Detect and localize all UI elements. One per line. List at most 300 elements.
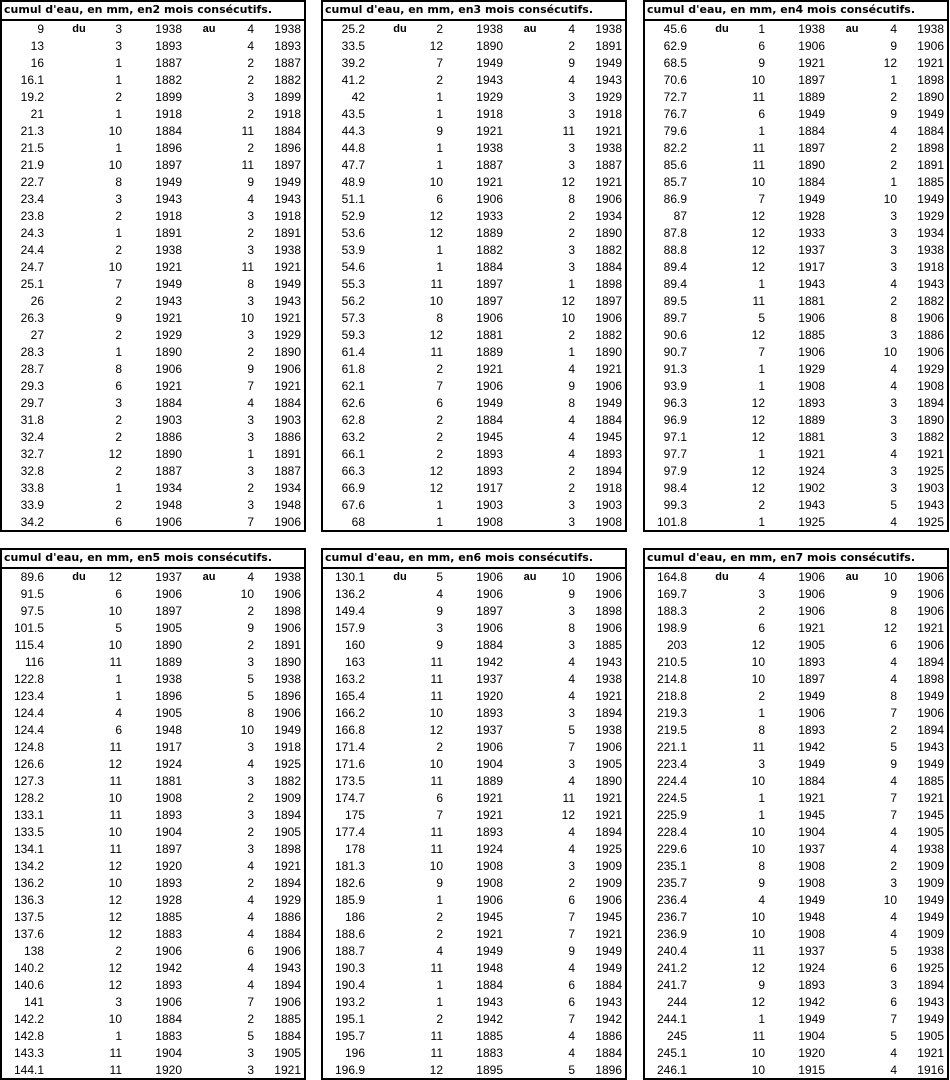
end-year: 1906 — [595, 621, 622, 635]
table-row — [323, 960, 625, 977]
start-month: 12 — [108, 893, 122, 907]
end-year: 1925 — [274, 757, 301, 771]
end-month: 2 — [247, 638, 254, 652]
start-month: 1 — [115, 73, 122, 87]
start-month: 7 — [758, 192, 765, 206]
start-year: 1908 — [798, 927, 825, 941]
start-month: 3 — [115, 39, 122, 53]
end-month: 3 — [568, 498, 575, 512]
end-year: 1921 — [917, 621, 944, 635]
start-month: 11 — [752, 158, 765, 172]
table-row — [2, 756, 304, 773]
start-month: 12 — [751, 430, 765, 444]
end-year: 1887 — [274, 56, 301, 70]
table-title: cumul d'eau, en mm, en3 mois consécutifs. — [323, 2, 625, 21]
cumul-value: 137.5 — [13, 910, 44, 924]
end-year: 1908 — [595, 515, 622, 529]
table-row — [2, 157, 304, 174]
cumul-value: 13 — [30, 39, 44, 53]
start-year: 1893 — [155, 978, 182, 992]
table-row — [323, 909, 625, 926]
end-year: 1894 — [917, 723, 944, 737]
start-month: 2 — [436, 1012, 443, 1026]
end-year: 1943 — [274, 294, 301, 308]
end-year: 1921 — [917, 1046, 944, 1060]
table-row — [323, 429, 625, 446]
start-year: 1949 — [798, 1012, 825, 1026]
end-month: 5 — [568, 723, 575, 737]
end-month: 4 — [890, 124, 897, 138]
cumul-value: 224.5 — [656, 791, 687, 805]
cumul-value: 195.1 — [334, 1012, 365, 1026]
table-rows — [645, 569, 947, 1079]
du-label: du — [715, 23, 729, 35]
start-year: 1884 — [798, 774, 825, 788]
end-month: 3 — [568, 158, 575, 172]
cumul-value: 32.8 — [20, 464, 44, 478]
end-year: 1882 — [917, 294, 944, 308]
start-month: 10 — [751, 672, 765, 686]
start-month: 10 — [429, 859, 443, 873]
cumul-value: 122.8 — [13, 672, 44, 686]
end-month: 3 — [568, 107, 575, 121]
table-row — [2, 1028, 304, 1045]
table-rows — [2, 21, 304, 531]
end-month: 11 — [241, 260, 254, 274]
end-month: 9 — [568, 56, 575, 70]
start-month: 1 — [115, 481, 122, 495]
table-row — [645, 892, 947, 909]
end-year: 1921 — [274, 1063, 301, 1077]
table-row — [2, 722, 304, 739]
end-year: 1938 — [917, 243, 944, 257]
cumul-value: 68 — [351, 515, 365, 529]
end-year: 1938 — [917, 944, 944, 958]
cumul-value: 61.4 — [341, 345, 365, 359]
cumul-value: 25.2 — [341, 22, 365, 36]
start-year: 1928 — [798, 209, 825, 223]
end-month: 12 — [561, 175, 575, 189]
end-month: 3 — [247, 655, 254, 669]
start-year: 1942 — [798, 995, 825, 1009]
cumul-value: 186 — [344, 910, 365, 924]
end-month: 1 — [247, 447, 254, 461]
end-month: 12 — [561, 808, 575, 822]
table-row — [2, 276, 304, 293]
start-month: 1 — [436, 243, 443, 257]
start-year: 1933 — [798, 226, 825, 240]
start-month: 1 — [758, 1012, 765, 1026]
end-year: 1891 — [917, 158, 944, 172]
end-year: 1891 — [274, 447, 301, 461]
end-year: 1890 — [595, 345, 622, 359]
start-year: 1934 — [155, 481, 182, 495]
table-row — [323, 858, 625, 875]
table-row — [323, 824, 625, 841]
table-4-months — [643, 0, 949, 532]
cumul-value: 21.9 — [20, 158, 44, 172]
end-month: 3 — [568, 638, 575, 652]
end-month: 1 — [568, 345, 575, 359]
end-month: 4 — [890, 672, 897, 686]
au-label: au — [845, 23, 859, 35]
cumul-value: 130.1 — [334, 570, 365, 584]
end-month: 12 — [561, 294, 575, 308]
table-row — [645, 977, 947, 994]
du-label: du — [393, 23, 407, 35]
end-year: 1949 — [917, 910, 944, 924]
end-year: 1943 — [917, 740, 944, 754]
cumul-value: 51.1 — [341, 192, 365, 206]
start-month: 1 — [758, 808, 765, 822]
end-month: 4 — [247, 910, 254, 924]
cumul-value: 89.7 — [663, 311, 687, 325]
start-month: 6 — [115, 515, 122, 529]
cumul-value: 223.4 — [656, 757, 687, 771]
start-month: 7 — [436, 56, 443, 70]
end-month: 7 — [890, 808, 897, 822]
end-year: 1938 — [595, 22, 622, 36]
start-year: 1949 — [476, 944, 503, 958]
cumul-value: 87.8 — [663, 226, 687, 240]
cumul-value: 31.8 — [20, 413, 44, 427]
cumul-value: 157.9 — [334, 621, 365, 635]
end-month: 3 — [568, 859, 575, 873]
table-row — [323, 327, 625, 344]
end-month: 4 — [247, 22, 254, 36]
table-row — [645, 242, 947, 259]
start-month: 10 — [108, 876, 122, 890]
start-month: 10 — [429, 294, 443, 308]
end-month: 7 — [568, 910, 575, 924]
end-month: 2 — [568, 464, 575, 478]
table-row — [323, 739, 625, 756]
start-month: 1 — [115, 141, 122, 155]
table-row — [645, 586, 947, 603]
start-month: 3 — [115, 396, 122, 410]
cumul-value: 45.6 — [663, 22, 687, 36]
start-month: 12 — [751, 638, 765, 652]
start-month: 1 — [436, 158, 443, 172]
cumul-value: 93.9 — [663, 379, 687, 393]
table-title: cumul d'eau, en mm, en2 mois consécutifs. — [2, 2, 304, 21]
start-year: 1883 — [155, 927, 182, 941]
cumul-value: 76.7 — [663, 107, 687, 121]
cumul-value: 99.3 — [663, 498, 687, 512]
end-year: 1894 — [917, 655, 944, 669]
start-year: 1906 — [798, 587, 825, 601]
start-month: 6 — [115, 379, 122, 393]
end-year: 1945 — [917, 808, 944, 822]
end-year: 1918 — [917, 260, 944, 274]
end-month: 3 — [247, 430, 254, 444]
start-month: 11 — [752, 1029, 765, 1043]
table-row — [645, 412, 947, 429]
cumul-value: 218.8 — [656, 689, 687, 703]
table-row — [645, 875, 947, 892]
start-month: 12 — [108, 570, 122, 584]
end-month: 9 — [568, 944, 575, 958]
cumul-value: 79.6 — [663, 124, 687, 138]
end-month: 4 — [568, 1046, 575, 1060]
du-label: du — [72, 23, 86, 35]
end-month: 3 — [890, 328, 897, 342]
cumul-value: 24.3 — [20, 226, 44, 240]
cumul-value: 22.7 — [20, 175, 44, 189]
start-year: 1896 — [155, 689, 182, 703]
end-year: 1898 — [595, 604, 622, 618]
start-month: 2 — [115, 243, 122, 257]
start-month: 1 — [436, 141, 443, 155]
table-row — [645, 276, 947, 293]
au-label: au — [523, 571, 537, 583]
cumul-value: 144.1 — [13, 1063, 44, 1077]
start-month: 12 — [751, 396, 765, 410]
start-month: 12 — [751, 464, 765, 478]
table-row — [2, 994, 304, 1011]
end-month: 11 — [562, 791, 575, 805]
start-year: 1949 — [155, 175, 182, 189]
end-year: 1885 — [917, 175, 944, 189]
table-row — [645, 688, 947, 705]
cumul-value: 225.9 — [656, 808, 687, 822]
start-year: 1906 — [476, 311, 503, 325]
start-month: 2 — [115, 430, 122, 444]
cumul-value: 198.9 — [656, 621, 687, 635]
start-year: 1906 — [155, 995, 182, 1009]
end-year: 1905 — [274, 1046, 301, 1060]
table-row — [323, 89, 625, 106]
start-year: 1889 — [798, 90, 825, 104]
start-month: 2 — [115, 944, 122, 958]
start-year: 1937 — [155, 570, 182, 584]
start-year: 1890 — [476, 39, 503, 53]
start-month: 11 — [430, 1046, 443, 1060]
start-year: 1893 — [476, 825, 503, 839]
end-month: 8 — [890, 689, 897, 703]
cumul-value: 175 — [344, 808, 365, 822]
end-month: 3 — [247, 413, 254, 427]
end-year: 1921 — [274, 859, 301, 873]
end-month: 3 — [247, 842, 254, 856]
end-year: 1906 — [917, 311, 944, 325]
cumul-value: 188.7 — [334, 944, 365, 958]
table-row — [2, 1045, 304, 1062]
au-label: au — [202, 571, 216, 583]
start-year: 1945 — [798, 808, 825, 822]
table-row — [323, 926, 625, 943]
start-year: 1884 — [155, 396, 182, 410]
end-month: 1 — [568, 277, 575, 291]
end-month: 6 — [890, 961, 897, 975]
table-row — [323, 514, 625, 531]
end-year: 1891 — [274, 638, 301, 652]
end-month: 9 — [247, 621, 254, 635]
end-year: 1921 — [917, 791, 944, 805]
end-month: 7 — [890, 1012, 897, 1026]
end-year: 1890 — [917, 413, 944, 427]
cumul-value: 141 — [23, 995, 44, 1009]
end-month: 8 — [247, 706, 254, 720]
start-month: 2 — [115, 90, 122, 104]
end-year: 1938 — [274, 22, 301, 36]
cumul-value: 163 — [344, 655, 365, 669]
start-year: 1883 — [155, 1029, 182, 1043]
table-row — [323, 1045, 625, 1062]
start-month: 6 — [436, 791, 443, 805]
start-year: 1893 — [155, 39, 182, 53]
cumul-value: 236.9 — [656, 927, 687, 941]
end-year: 1943 — [917, 498, 944, 512]
end-month: 2 — [247, 876, 254, 890]
table-row — [2, 824, 304, 841]
end-year: 1887 — [595, 158, 622, 172]
end-year: 1929 — [274, 328, 301, 342]
end-month: 3 — [890, 876, 897, 890]
table-row — [2, 123, 304, 140]
cumul-value: 128.2 — [13, 791, 44, 805]
cumul-value: 196 — [344, 1046, 365, 1060]
table-row — [2, 225, 304, 242]
start-year: 1908 — [798, 876, 825, 890]
au-label: au — [202, 23, 216, 35]
start-year: 1884 — [476, 413, 503, 427]
table-row — [323, 569, 625, 586]
cumul-value: 138 — [23, 944, 44, 958]
table-row — [2, 191, 304, 208]
start-year: 1924 — [155, 757, 182, 771]
start-month: 12 — [751, 209, 765, 223]
du-label: du — [393, 571, 407, 583]
start-month: 1 — [436, 107, 443, 121]
cumul-value: 85.6 — [663, 158, 687, 172]
end-year: 1890 — [595, 774, 622, 788]
end-year: 1921 — [595, 124, 622, 138]
start-month: 11 — [430, 842, 443, 856]
end-month: 2 — [890, 859, 897, 873]
start-year: 1889 — [476, 774, 503, 788]
end-year: 1894 — [274, 978, 301, 992]
end-year: 1906 — [917, 638, 944, 652]
table-row — [323, 123, 625, 140]
table-row — [323, 1011, 625, 1028]
end-month: 2 — [890, 294, 897, 308]
cumul-value: 149.4 — [334, 604, 365, 618]
table-row — [645, 259, 947, 276]
end-year: 1929 — [917, 362, 944, 376]
end-year: 1945 — [595, 910, 622, 924]
end-year: 1943 — [595, 655, 622, 669]
table-row — [323, 994, 625, 1011]
start-month: 4 — [436, 944, 443, 958]
start-year: 1924 — [476, 842, 503, 856]
start-month: 12 — [751, 481, 765, 495]
start-year: 1906 — [476, 192, 503, 206]
start-month: 10 — [751, 910, 765, 924]
end-year: 1934 — [274, 481, 301, 495]
end-month: 8 — [890, 311, 897, 325]
end-year: 1906 — [917, 604, 944, 618]
end-month: 7 — [247, 995, 254, 1009]
end-year: 1893 — [274, 39, 301, 53]
end-year: 1906 — [274, 621, 301, 635]
start-year: 1887 — [476, 158, 503, 172]
end-year: 1925 — [917, 961, 944, 975]
end-year: 1882 — [595, 243, 622, 257]
cumul-value: 214.8 — [656, 672, 687, 686]
table-row — [2, 977, 304, 994]
start-year: 1890 — [155, 638, 182, 652]
start-year: 1897 — [798, 141, 825, 155]
table-row — [645, 463, 947, 480]
start-month: 10 — [751, 774, 765, 788]
end-year: 1884 — [595, 1046, 622, 1060]
start-month: 11 — [430, 277, 443, 291]
end-year: 1894 — [917, 978, 944, 992]
end-month: 7 — [890, 706, 897, 720]
end-year: 1906 — [595, 740, 622, 754]
cumul-value: 124.4 — [13, 706, 44, 720]
start-month: 10 — [108, 260, 122, 274]
cumul-value: 136.3 — [13, 893, 44, 907]
cumul-value: 24.7 — [20, 260, 44, 274]
start-year: 1938 — [155, 672, 182, 686]
start-year: 1937 — [476, 723, 503, 737]
table-row — [645, 1028, 947, 1045]
end-year: 1884 — [595, 260, 622, 274]
table-row — [645, 327, 947, 344]
start-month: 1 — [115, 689, 122, 703]
cumul-value: 97.1 — [663, 430, 687, 444]
table-row — [645, 429, 947, 446]
table-row — [323, 463, 625, 480]
table-row — [645, 480, 947, 497]
table-row — [2, 688, 304, 705]
cumul-value: 66.9 — [341, 481, 365, 495]
end-year: 1909 — [595, 859, 622, 873]
end-month: 4 — [247, 893, 254, 907]
end-month: 4 — [890, 515, 897, 529]
start-year: 1882 — [155, 73, 182, 87]
cumul-value: 96.3 — [663, 396, 687, 410]
table-row — [645, 344, 947, 361]
end-month: 3 — [890, 430, 897, 444]
end-month: 10 — [883, 893, 897, 907]
start-month: 1 — [758, 362, 765, 376]
table-row — [323, 242, 625, 259]
start-year: 1893 — [155, 808, 182, 822]
start-month: 10 — [108, 158, 122, 172]
cumul-value: 90.7 — [663, 345, 687, 359]
table-row — [323, 943, 625, 960]
cumul-value: 41.2 — [341, 73, 365, 87]
start-year: 1904 — [798, 1029, 825, 1043]
table-row — [323, 361, 625, 378]
start-month: 11 — [752, 294, 765, 308]
cumul-value: 32.7 — [20, 447, 44, 461]
end-month: 2 — [247, 345, 254, 359]
cumul-value: 221.1 — [656, 740, 687, 754]
table-row — [2, 586, 304, 603]
start-month: 1 — [758, 22, 765, 36]
end-month: 4 — [568, 842, 575, 856]
end-month: 4 — [247, 927, 254, 941]
end-month: 4 — [568, 22, 575, 36]
start-year: 1884 — [476, 978, 503, 992]
start-year: 1906 — [476, 893, 503, 907]
cumul-value: 32.4 — [20, 430, 44, 444]
cumul-value: 245 — [666, 1029, 687, 1043]
